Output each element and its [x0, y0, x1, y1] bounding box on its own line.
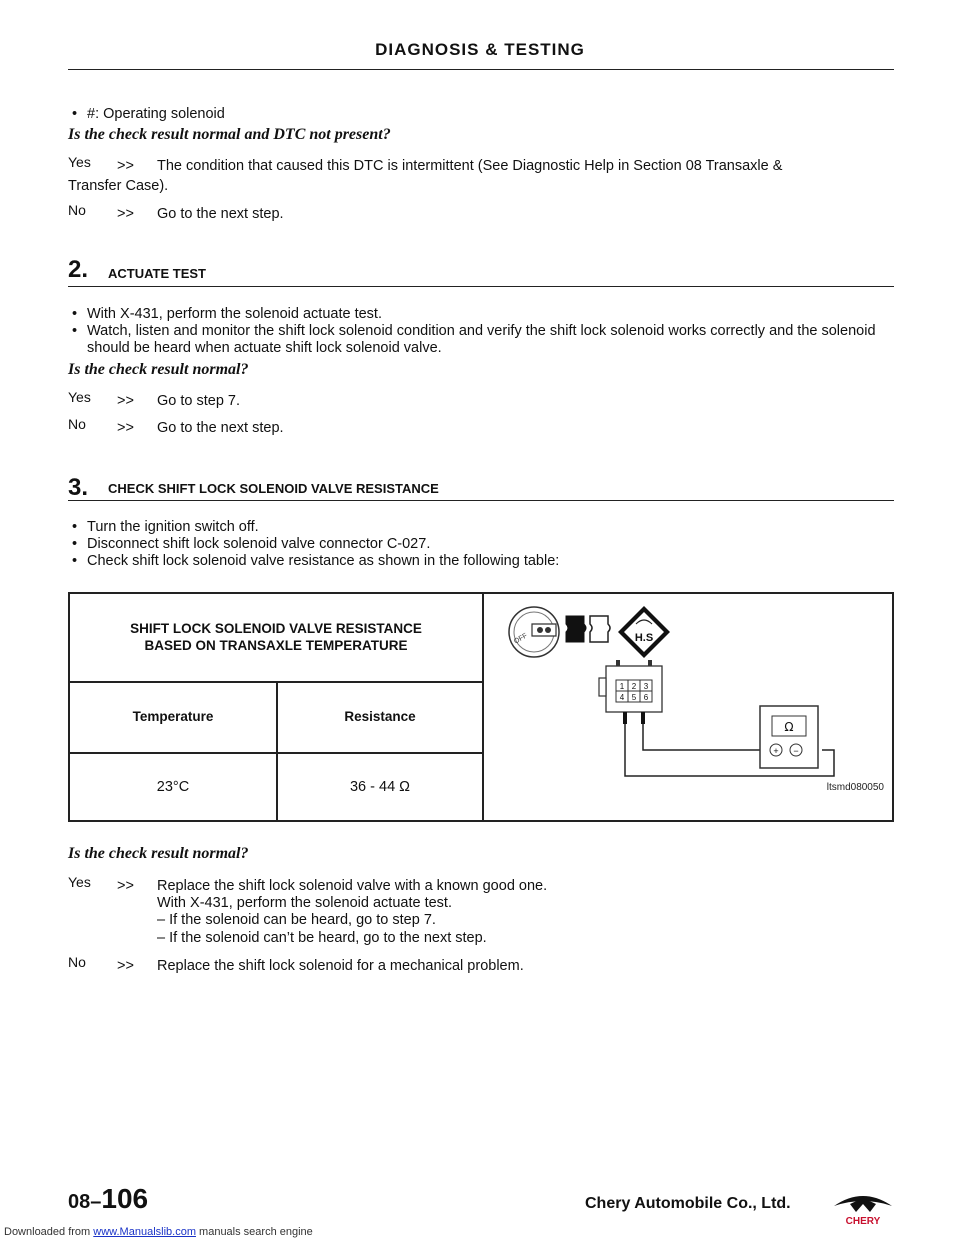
figure-id: ltsmd080050	[826, 782, 884, 793]
pin-label: 5	[631, 693, 637, 702]
resistance-test-diagram	[484, 594, 892, 820]
resistance-table	[68, 592, 894, 822]
connector-c027-diagram	[599, 660, 662, 724]
table-title-line2: BASED ON TRANSAXLE TEMPERATURE	[144, 638, 408, 653]
table-title-line1: SHIFT LOCK SOLENOID VALVE RESISTANCE	[130, 621, 422, 636]
connector-disconnect-icon	[566, 616, 610, 642]
bullet-item	[72, 536, 892, 553]
hs-diamond-label: H.S	[634, 632, 654, 644]
answer-no-key: No	[68, 202, 86, 218]
pin-label: 2	[631, 682, 637, 691]
chery-logo-text: CHERY	[845, 1216, 881, 1226]
answer-yes-key: Yes	[68, 389, 91, 405]
step-divider	[68, 286, 894, 287]
pin-label: 1	[619, 682, 625, 691]
answer-arrow: >>	[117, 158, 134, 174]
answer-arrow: >>	[117, 878, 134, 894]
bullet-item	[72, 323, 892, 357]
bullet-item	[72, 553, 892, 570]
ignition-off-label: OFF	[513, 632, 529, 646]
step-number: 3.	[68, 474, 89, 501]
bullet-text: #: Operating solenoid	[87, 106, 225, 122]
probe-wire	[643, 724, 774, 750]
company-name: Chery Automobile Co., Ltd.	[585, 1195, 791, 1212]
plus-terminal: +	[773, 746, 779, 756]
manualslib-link[interactable]: www.Manualslib.com	[93, 1226, 196, 1238]
page-header-title: DIAGNOSIS & TESTING	[375, 40, 585, 59]
answer-arrow: >>	[117, 958, 134, 974]
bullet-dot: •	[72, 323, 78, 339]
answer-yes-line: – If the solenoid can’t be heard, go to the next step.	[157, 930, 487, 946]
question-text: Is the check result normal?	[68, 845, 249, 862]
answer-no-text: Go to the next step.	[157, 206, 284, 222]
answer-yes-text-cont: Transfer Case).	[68, 178, 169, 194]
answer-arrow: >>	[117, 420, 134, 436]
download-suffix: manuals search engine	[195, 1226, 313, 1238]
bullet-item	[72, 306, 892, 323]
chery-logo	[830, 1190, 896, 1226]
table-header-temperature: Temperature	[132, 709, 214, 724]
bullet-text: Disconnect shift lock solenoid valve connector C-027.	[87, 536, 431, 552]
bullet-text: Watch, listen and monitor the shift lock solenoid condition and verify the shift lock solenoid works correctly and the solenoid should be heard when actuate shift lock solenoid valve.	[87, 323, 876, 356]
answer-no-text: Replace the shift lock solenoid for a mechanical problem.	[157, 958, 524, 974]
ohm-symbol: Ω	[784, 720, 794, 734]
page-number-prefix: 08–	[68, 1191, 102, 1213]
hs-diamond-icon	[618, 606, 670, 658]
pin-label: 3	[643, 682, 649, 691]
answer-yes-line: – If the solenoid can be heard, go to step 7.	[157, 912, 436, 928]
table-divider-col	[276, 683, 278, 820]
question-text: Is the check result normal and DTC not present?	[68, 126, 391, 143]
ohmmeter-icon	[760, 706, 818, 768]
step-title: CHECK SHIFT LOCK SOLENOID VALVE RESISTANCE	[108, 481, 439, 496]
minus-terminal: −	[793, 746, 799, 756]
pin-label: 6	[643, 693, 649, 702]
answer-arrow: >>	[117, 393, 134, 409]
step-number: 2.	[68, 256, 89, 283]
answer-yes-key: Yes	[68, 154, 91, 170]
download-notice	[4, 1226, 313, 1238]
bullet-dot: •	[72, 306, 78, 322]
bullet-dot: •	[72, 536, 78, 552]
download-prefix: Downloaded from	[4, 1226, 94, 1238]
page-number-value: 106	[101, 1183, 149, 1214]
answer-no-text: Go to the next step.	[157, 420, 284, 436]
answer-yes-line: With X-431, perform the solenoid actuate test.	[157, 895, 452, 911]
answer-yes-text: Go to step 7.	[157, 393, 241, 409]
table-header-resistance: Resistance	[344, 709, 416, 724]
table-cell-resistance: 36 - 44 Ω	[349, 779, 410, 795]
answer-no-key: No	[68, 954, 86, 970]
answer-yes-text: The condition that caused this DTC is intermittent (See Diagnostic Help in Section 08 Transaxle &	[157, 158, 783, 174]
question-text: Is the check result normal?	[68, 361, 249, 378]
step-title: ACTUATE TEST	[108, 266, 206, 281]
bullet-item	[72, 519, 892, 536]
bullet-dot: •	[72, 519, 78, 535]
table-cell-temperature: 23°C	[156, 779, 190, 795]
header-divider	[68, 69, 894, 70]
bullet-item	[72, 106, 892, 123]
page-number	[68, 1183, 148, 1215]
answer-arrow: >>	[117, 206, 134, 222]
ignition-off-icon	[509, 607, 559, 657]
answer-yes-line: Replace the shift lock solenoid valve with a known good one.	[157, 878, 548, 894]
answer-yes-key: Yes	[68, 874, 91, 890]
step-divider	[68, 500, 894, 501]
bullet-text: Check shift lock solenoid valve resistance as shown in the following table:	[87, 553, 560, 569]
bullet-dot: •	[72, 106, 78, 122]
bullet-dot: •	[72, 553, 78, 569]
pin-label: 4	[619, 693, 625, 702]
bullet-text: Turn the ignition switch off.	[87, 519, 259, 535]
bullet-text: With X-431, perform the solenoid actuate test.	[87, 306, 382, 322]
answer-no-key: No	[68, 416, 86, 432]
